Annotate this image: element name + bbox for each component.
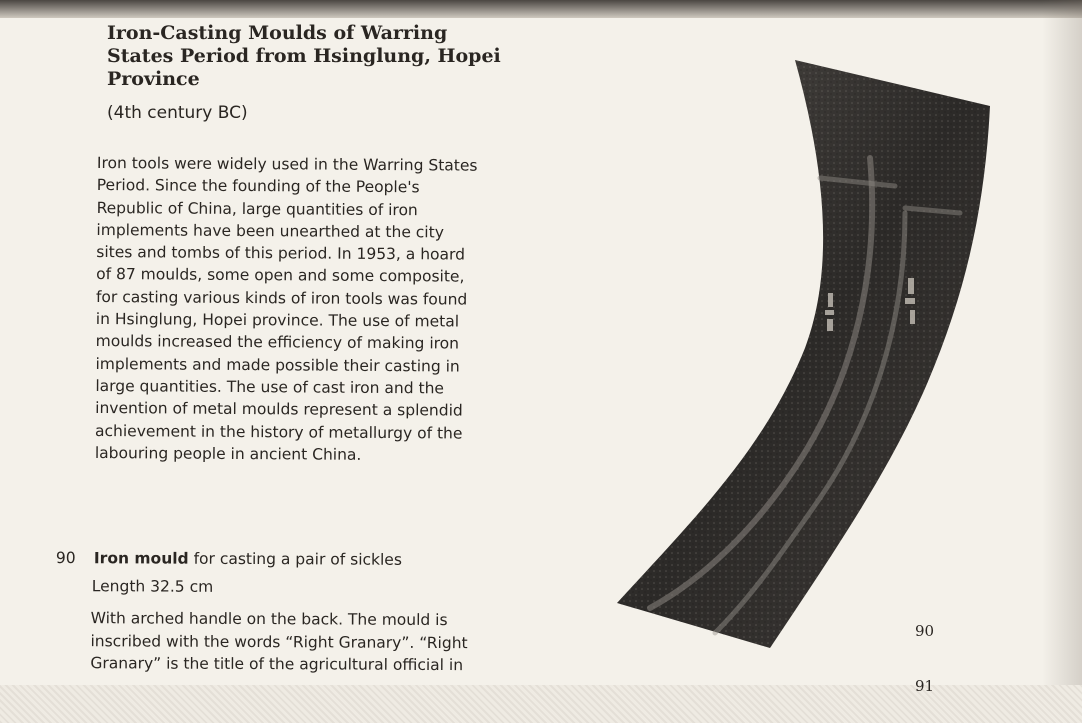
book-spine-shadow: [1042, 0, 1082, 723]
catalog-item-purpose: for casting a pair of sickles: [188, 549, 403, 569]
figure-number-91: 91: [915, 677, 935, 695]
section-body-text: Iron tools were widely used in the Warring States Period. Since the founding of the People's Republic of China, large quantities of iron implements have been unearthed at the city sites and tombs of this period. In 1953, a hoard of 87 moulds, some open and some composite, for casting various kinds of iron tools was found in Hsinglung, Hopei province. The use of metal moulds increased the efficiency of making iron implements and made possible their casting in large quantities. The use of cast iron and the invention of metal moulds represent a splendid achievement in the history of metallurgy of the labouring people in ancient China.: [94, 153, 478, 464]
section-title: Iron-Casting Moulds of Warring States Period from Hsinglung, Hopei Province: [107, 22, 501, 90]
catalog-item-name: Iron mould: [93, 549, 189, 568]
iron-mould-photo: [605, 48, 1015, 668]
catalog-entry: [55, 547, 526, 675]
page-top-edge: [0, 0, 1082, 18]
catalog-number: 90: [55, 549, 76, 568]
catalog-description: With arched handle on the back. The mould is inscribed with the words “Right Granary”. “Right Granary” is the title of the agricultural official in: [90, 609, 468, 675]
catalog-length: Length 32.5 cm: [91, 577, 214, 596]
mould-body: [617, 60, 990, 648]
section-date: (4th century BC): [107, 103, 248, 123]
catalog-heading: [94, 547, 402, 571]
figure-number-90: 90: [915, 622, 935, 640]
